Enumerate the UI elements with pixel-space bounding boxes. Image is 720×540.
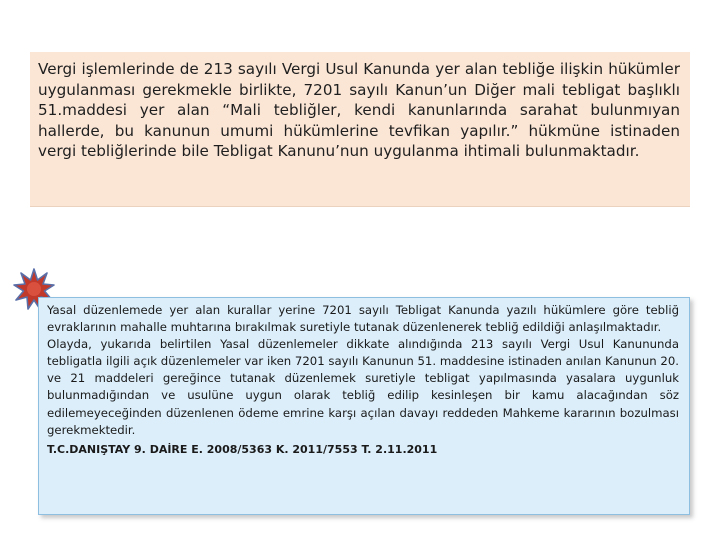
top-text-box [30, 52, 690, 207]
top-paragraph: Vergi işlemlerinde de 213 sayılı Vergi Usul Kanunda yer alan tebliğe ilişkin hükümler uygulanması gerekmekle birlikte, 7201 sayılı Kanun’un Diğer mali tebligat başlıklı 51.maddesi yer alan “Mali tebliğler, kendi kanunlarında sarahat bulunmıyan hallerde, bu kanunun umumi hükümlerine tevfikan yapılır.” hükmüne istinaden vergi tebliğlerinde bile Tebligat Kanunu’nun uygulanma ihtimali bulunmaktadır. [38, 60, 680, 161]
decision-paragraph-2: Olayda, yukarıda belirtilen Yasal düzenlemeler dikkate alındığında 213 sayılı Vergi Usul Kanununda tebligatla ilgili açık düzenlemeler var iken 7201 sayılı Kanunun 51. maddesine istinaden anılan Kanunun 20. ve 21 maddeleri gereğince tutanak düzenlemek suretiyle tebligat yapılmasında yasalara uygunluk bulunmadığından ve usulüne uygun olarak tebliğ edilip kesinleşen bir kamu alacağından söz edilemeyeceğinden düzenlenen ödeme emrine karşı açılan davayı reddeden Mahkeme kararının bozulması gerekmektedir. [47, 337, 679, 437]
decision-citation: T.C.DANIŞTAY 9. DAİRE E. 2008/5363 K. 2011/7553 T. 2.11.2011 [47, 442, 438, 456]
court-decision-box [38, 297, 690, 515]
decision-paragraph-1: Yasal düzenlemede yer alan kurallar yerine 7201 sayılı Tebligat Kanunda yazılı hükümlere göre tebliğ evraklarının mahalle muhtarına bırakılmak suretiyle tutanak düzenlenerek tebliğ edildiği anlaşılmaktadır. [47, 303, 679, 335]
